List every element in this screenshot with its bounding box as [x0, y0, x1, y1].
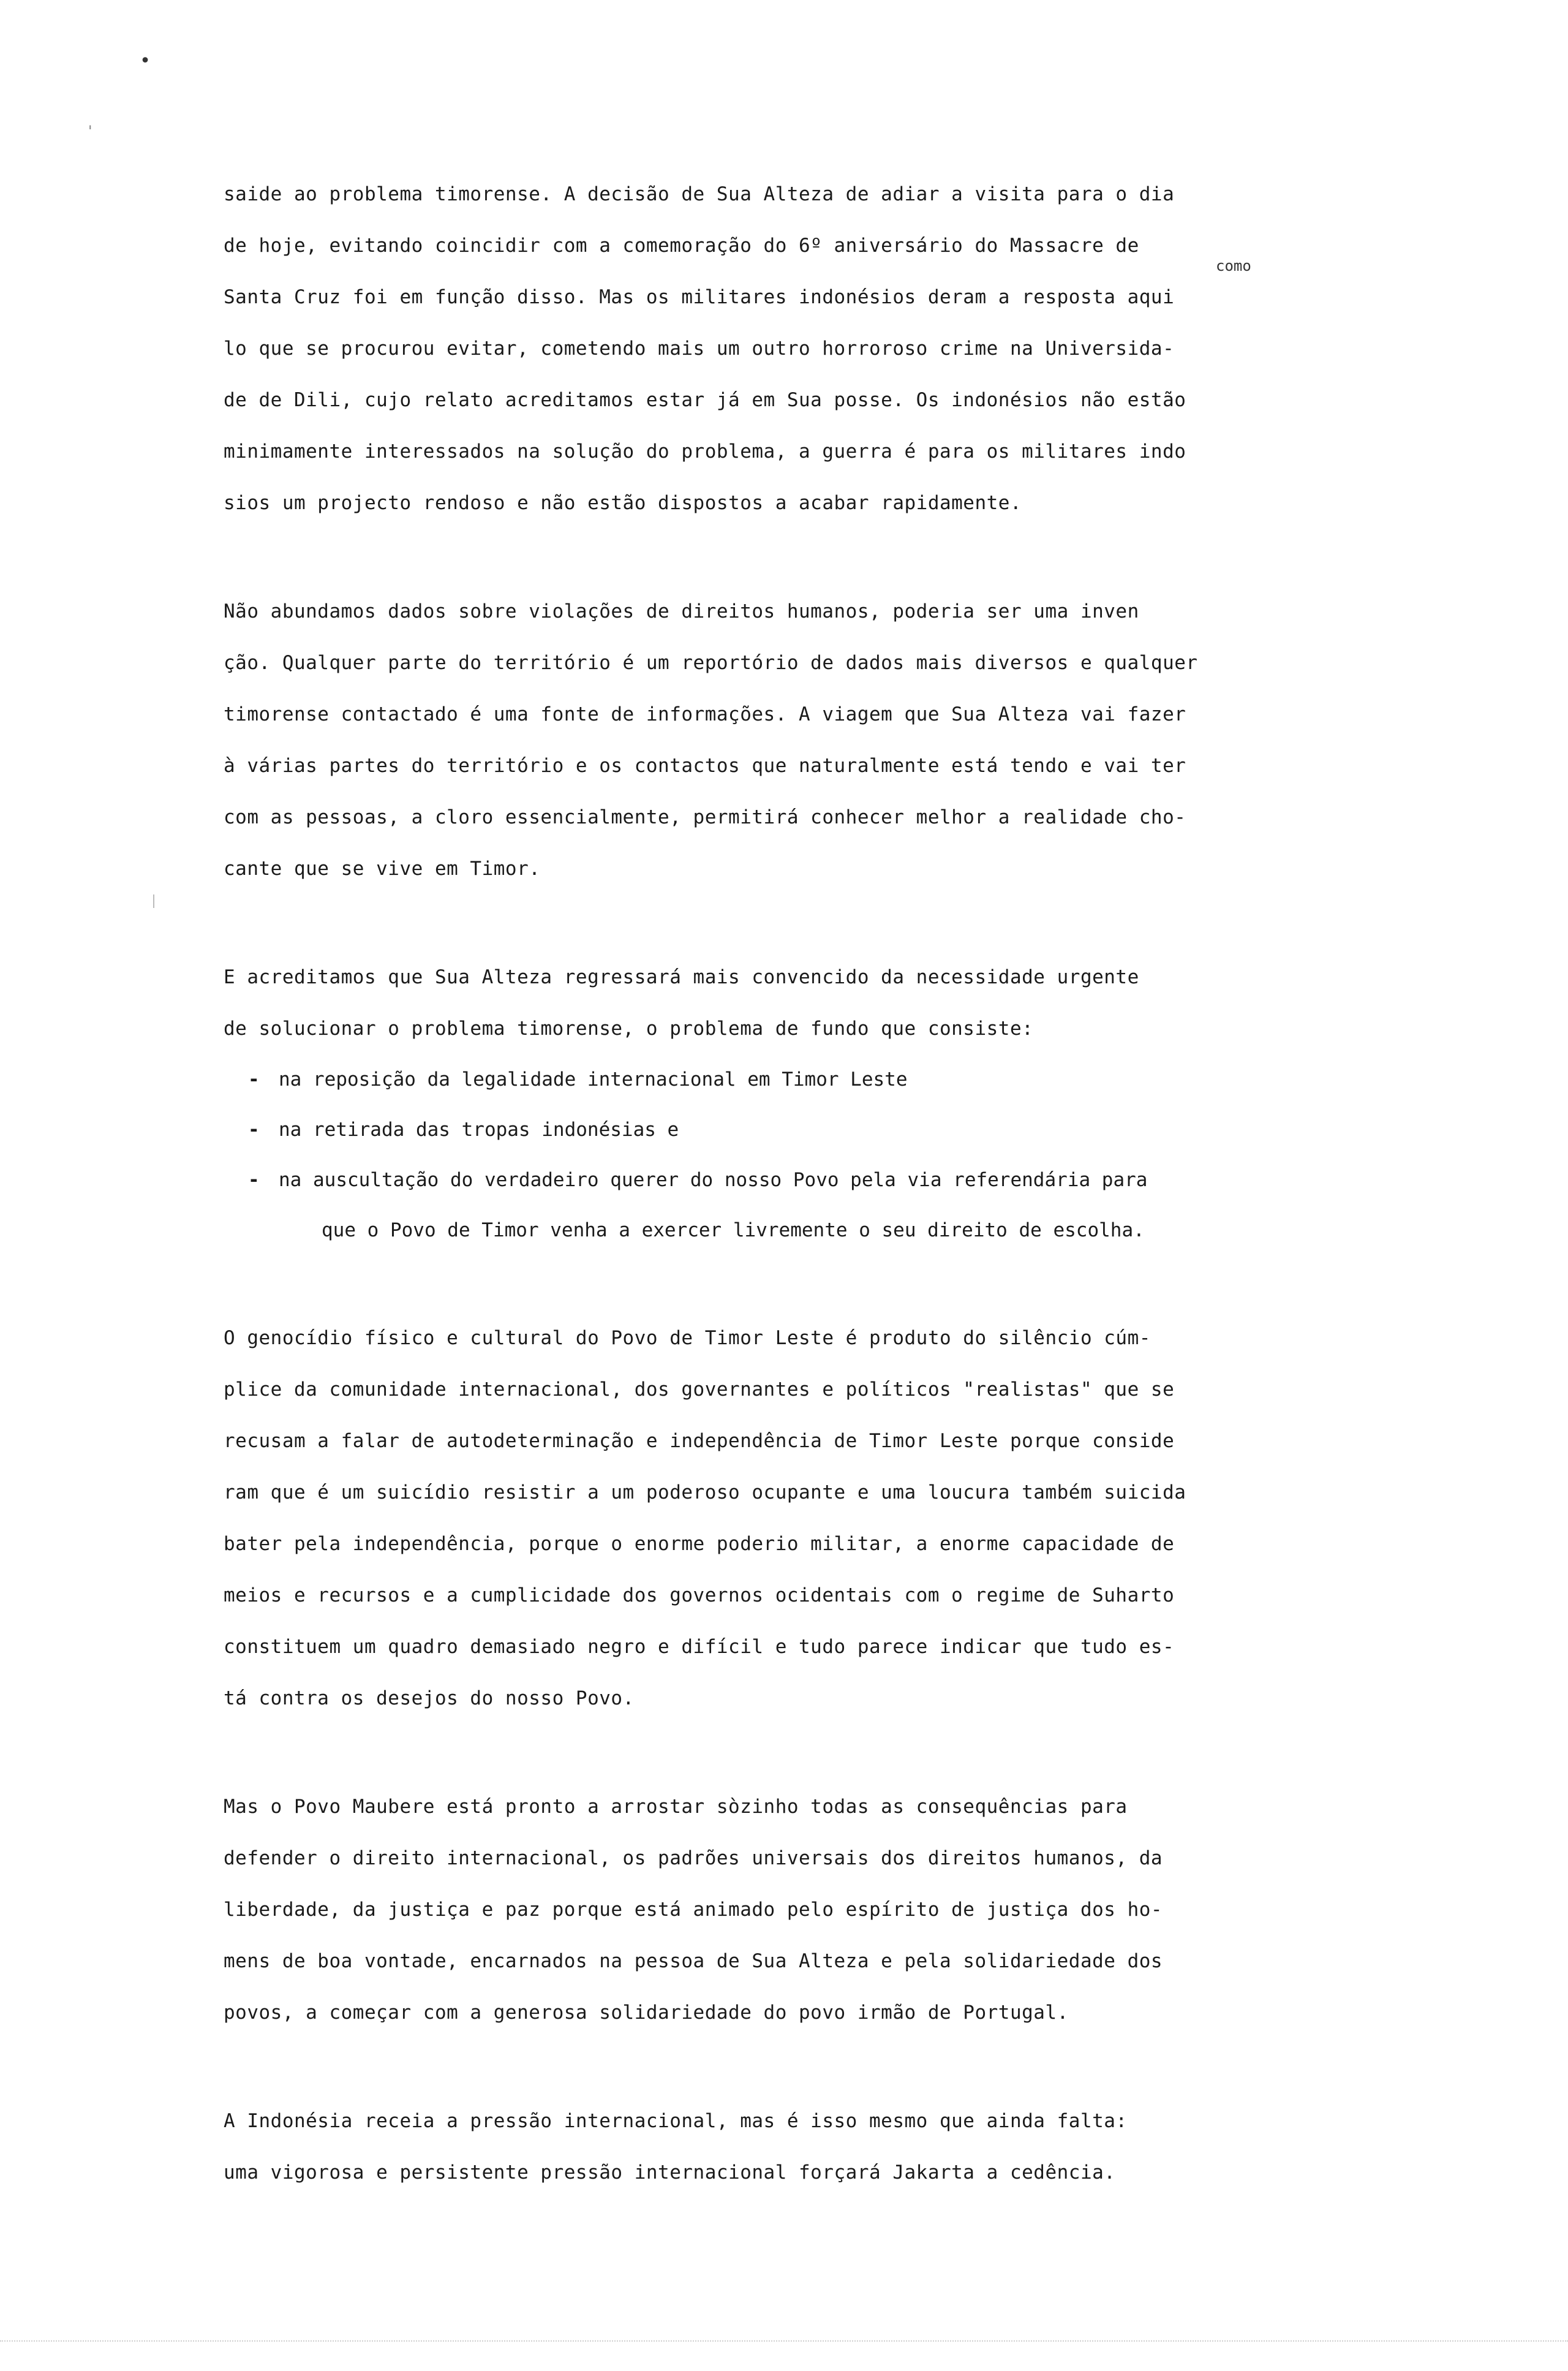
text-line: recusam a falar de autodeterminação e independência de Timor Leste porque conside [224, 1430, 1175, 1452]
text-line: A Indonésia receia a pressão internacional, mas é isso mesmo que ainda falta: [224, 2110, 1128, 2132]
list-item [224, 1054, 1479, 1105]
text-line: defender o direito internacional, os padrões universais dos direitos humanos, da [224, 1847, 1163, 1869]
list-item-text: na retirada das tropas indonésias e [279, 1119, 679, 1141]
text-line: E acreditamos que Sua Alteza regressará mais convencido da necessidade urgente [224, 966, 1139, 988]
paragraph-3 [224, 951, 1479, 1255]
text-line: ção. Qualquer parte do território é um reportório de dados mais diversos e qualquer [224, 652, 1198, 674]
stray-mark: ' [86, 123, 95, 140]
list-item-continuation: que o Povo de Timor venha a exercer livremente o seu direito de escolha. [322, 1219, 1145, 1241]
typed-letter-body [224, 168, 1479, 2255]
text-line: Não abundamos dados sobre violações de direitos humanos, poderia ser uma inven [224, 600, 1139, 622]
dash-bullet: - [248, 1119, 260, 1141]
text-line: de solucionar o problema timorense, o problema de fundo que consiste: [224, 1018, 1034, 1040]
text-line: povos, a começar com a generosa solidariedade do povo irmão de Portugal. [224, 2002, 1069, 2024]
text-line: cante que se vive em Timor. [224, 858, 541, 880]
text-line: saide ao problema timorense. A decisão de Sua Alteza de adiar a visita para o dia [224, 183, 1175, 205]
text-line: mens de boa vontade, encarnados na pessoa de Sua Alteza e pela solidariedade dos [224, 1950, 1163, 1972]
paragraph-1 [224, 168, 1479, 529]
paragraph-6 [224, 2095, 1479, 2198]
list-item [224, 1105, 1479, 1155]
text-line: liberdade, da justiça e paz porque está animado pelo espírito de justiça dos ho- [224, 1899, 1163, 1921]
dash-bullet: - [248, 1169, 260, 1191]
text-line: Mas o Povo Maubere está pronto a arrostar sòzinho todas as consequências para [224, 1796, 1128, 1818]
text-line: meios e recursos e a cumplicidade dos governos ocidentais com o regime de Suharto [224, 1584, 1175, 1606]
stray-mark [153, 894, 154, 908]
paragraph-4 [224, 1312, 1479, 1724]
text-line: com as pessoas, a cloro essencialmente, permitirá conhecer melhor a realidade cho- [224, 806, 1186, 828]
text-line: uma vigorosa e persistente pressão internacional forçará Jakarta a cedência. [224, 2161, 1116, 2184]
text-line: minimamente interessados na solução do problema, a guerra é para os militares indo [224, 441, 1186, 463]
list-item-text: na reposição da legalidade internacional em Timor Leste [279, 1068, 908, 1091]
text-line: plice da comunidade internacional, dos governantes e políticos "realistas" que se [224, 1378, 1175, 1401]
text-line: bater pela independência, porque o enorme poderio militar, a enorme capacidade de [224, 1533, 1175, 1555]
handwritten-insert: como [1216, 257, 1251, 274]
scan-edge [0, 2340, 1568, 2348]
paragraph-5 [224, 1781, 1479, 2038]
text-line: tá contra os desejos do nosso Povo. [224, 1687, 635, 1709]
text-line: constituem um quadro demasiado negro e difícil e tudo parece indicar que tudo es- [224, 1636, 1175, 1658]
list-item-text: na auscultação do verdadeiro querer do nosso Povo pela via referendária para [279, 1169, 1148, 1191]
text-line: de de Dili, cujo relato acreditamos estar já em Sua posse. Os indonésios não estão [224, 389, 1186, 411]
paragraph-2 [224, 586, 1479, 894]
dash-bullet: - [248, 1068, 260, 1091]
text-line: timorense contactado é uma fonte de informações. A viagem que Sua Alteza vai fazer [224, 703, 1186, 725]
list-item [224, 1155, 1479, 1205]
text-line: lo que se procurou evitar, cometendo mais um outro horroroso crime na Universida- [224, 338, 1175, 360]
text-line: à várias partes do território e os contactos que naturalmente está tendo e vai ter [224, 755, 1186, 777]
stray-mark: • [140, 50, 151, 72]
text-line: Santa Cruz foi em função disso. Mas os militares indonésios deram a resposta aqui [224, 286, 1175, 308]
text-line: O genocídio físico e cultural do Povo de Timor Leste é produto do silêncio cúm- [224, 1327, 1151, 1349]
text-line: de hoje, evitando coincidir com a comemoração do 6º aniversário do Massacre de [224, 235, 1139, 257]
text-line: ram que é um suicídio resistir a um poderoso ocupante e uma loucura também suicida [224, 1481, 1186, 1503]
text-line: sios um projecto rendoso e não estão dispostos a acabar rapidamente. [224, 492, 1022, 514]
